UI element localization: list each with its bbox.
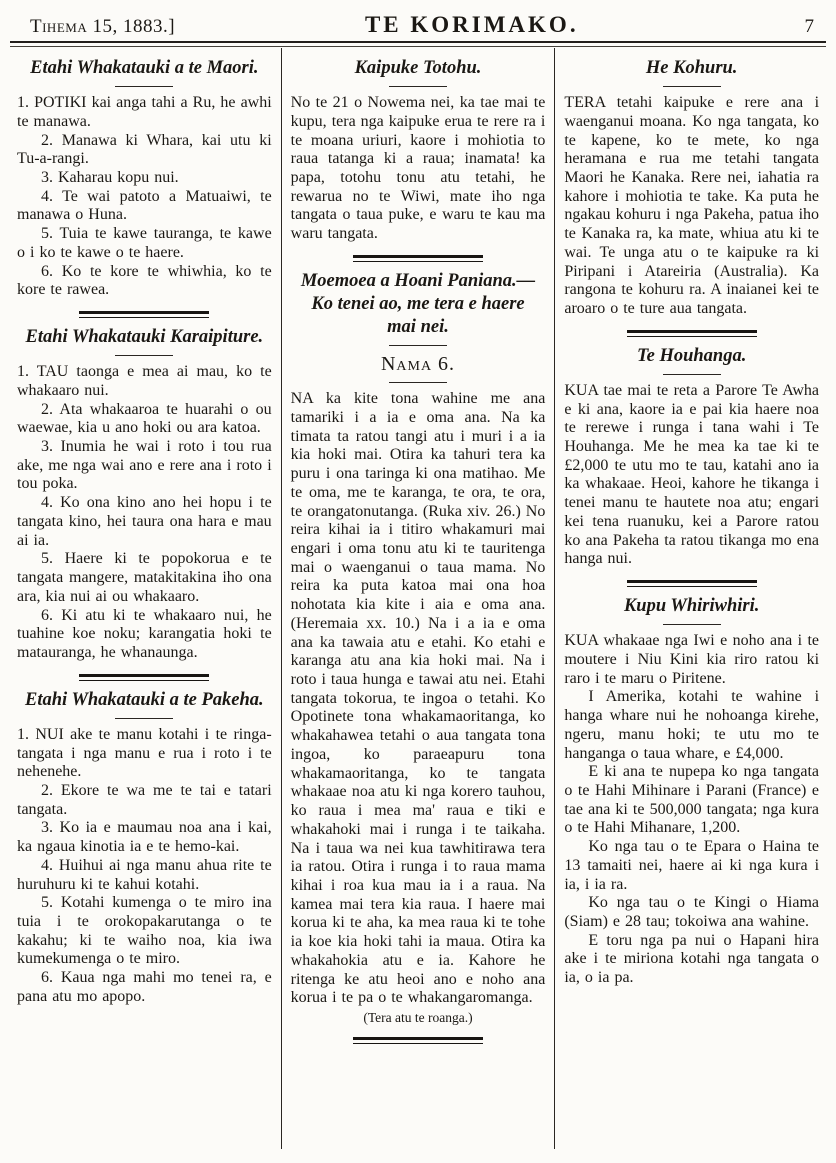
page-header <box>8 4 828 41</box>
article-divider <box>627 580 757 587</box>
heading-rule <box>663 624 721 625</box>
article-divider <box>79 311 209 318</box>
heading-rule <box>663 374 721 375</box>
article-paragraph: E toru nga pa nui o Hapani hira ake i te miriona kotahi nga tangata o ia, o ia pa. <box>564 931 820 987</box>
article-paragraph: 5. Tuia te kawe tauranga, te kawe o i ko te kawe o te haere. <box>17 225 272 261</box>
article-footer: (Tera atu te roanga.) <box>363 1009 473 1025</box>
column-3 <box>555 47 828 1149</box>
article-heading: Etahi Whakatauki Karaipiture. <box>25 327 264 348</box>
article-paragraph: 5. Haere ki te popokorua e te tangata mangere, matakitakina iho ona ara, kia nui ai ou whakaaro. <box>17 550 272 605</box>
article-heading: Kaipuke Totohu. <box>354 58 482 78</box>
heading-rule <box>115 86 173 87</box>
heading-rule <box>663 86 721 87</box>
heading-rule <box>115 718 173 719</box>
heading-rule <box>389 86 447 87</box>
article-paragraph: KUA whakaae nga Iwi e noho ana i te moutere i Niu Kini kia riro ratou ki raro i te maru o Piritene. <box>564 632 820 687</box>
article-paragraph: 4. Huihui ai nga manu ahua rite te huruhuru ki te kahui kotahi. <box>17 856 272 893</box>
article-paragraph: NA ka kite tona wahine me ana tamariki i a ia e oma ana. Na ka timata ta ratou tangi atu i muri i a ia kia hoki mai. Otira ka tahuri tera ka puru i ona taringa ki ona matihao. Me te oma, me te karanga, te ora, te ora, te orangatonutanga. (Ruka xiv. 26.) No reira kihai ia i titiro whakamuri mai engari i oma tonu atu ki te tauritenga mai o waenganui o taua mama. No reira ka puta katoa mai ona hoa nohotata kia kite i aia e oma ana. (Heremaia xx. 10.) Na i a ia e oma ana ka tawaia atu e etahi. Ko etahi e karanga atu ana kia hoki mai. Na i roto i taua hunga e tawai atu nei. Etahi tangata tokorua, te ingoa o tetahi. Ko Opotinete tona whakamaoritanga, ko whakahawea tetahi o aua tangata tona ingoa, ko paraeapuru tona whakamaoritanga, ko te tangata whakaae noa atu ki nga korero tauhou, ko raua i mea ma' raua e tiki e whakahoki mai i runga i te taikaha. Na i taua wa nei kua tawhitirawa tera ia ratou. Otira i runga i to raua mama kihai i roa kua mau ia i a raua. Na kamea mai tera kia raua. I haere mai korua ki te aha, ka mea raua ki te tohe ia koe kia hoki tahi ia maua. Otira ka whakahokia atu e ia. Kahore he ritenga ke atu heoi ano e noho ana korua i te pa o te whakangaromanga. <box>290 390 546 1007</box>
article-paragraph: 2. Ata whakaaroa te huarahi o ou waewae, kia u ano hoki ou ara katoa. <box>17 400 272 437</box>
article-heading: Etahi Whakatauki a te Pakeha. <box>25 689 264 710</box>
article-paragraph: 5. Kotahi kumenga o te miro ina tuia i te orokopakarutanga o te kakahu; ki te waiho noa, kia iwa kumekumenga o te miro. <box>17 894 272 968</box>
article-paragraph: 2. Ekore te wa me te tai e tatari tangata. <box>17 781 272 818</box>
article-heading: Te Houhanga. <box>637 345 747 366</box>
article-heading: He Kohuru. <box>645 58 738 78</box>
article-paragraph: TERA tetahi kaipuke e rere ana i waenganui moana. Ko nga tangata, ko te kapene, ko te mete, ko nga heramana e rua me tetahi tangata Maori he Kanaka. Rere nei, iahatia ra kahore i mohiotia te take. Ka puta he ngakau kohuru i nga Pakeha, patua iho te Kanaka ra, ka mate, whiua atu ki te wai. Te unga atu o te kaipuke ra ki Piripani i Atareiria (Australia). Ka rangona te kohuru ra. A inaianei kei te aroaro o te ture aua tangata. <box>564 94 820 318</box>
article-paragraph: 1. NUI ake te manu kotahi i te ringa-tangata i nga manu e rua i roto i te nehenehe. <box>17 725 272 781</box>
article-paragraph: 4. Ko ona kino ano hei hopu i te tangata kino, hei taura ona hara e mau ai ia. <box>17 494 272 549</box>
column-1 <box>8 47 281 1149</box>
article-paragraph: 6. Ki atu ki te whakaaro nui, he tuahine koe noku; karangatia hoki te matauranga, he whanaunga. <box>17 606 272 661</box>
article-paragraph: Ko nga tau o te Epara o Haina te 13 tamaiti nei, haere ai ki nga kura i ia, i ia ra. <box>564 838 820 893</box>
article-paragraph: 3. Kaharau kopu nui. <box>41 169 179 186</box>
article-paragraph: 3. Ko ia e maumau noa ana i kai, ka ngaua kinotia ia e te hemo-kai. <box>17 819 272 856</box>
column-2 <box>282 47 555 1149</box>
article-paragraph: 3. Inumia he wai i roto i tou rua ake, me nga wai ano e rere ana i roto i tou poka. <box>17 438 272 493</box>
issue-date: Tihema 15, 1883.] <box>30 16 176 37</box>
article-subheading: Nama 6. <box>380 353 456 376</box>
article-paragraph: 2. Manawa ki Whara, kai utu ki Tu-a-rangi. <box>17 131 272 168</box>
article-paragraph: 6. Kaua nga mahi mo tenei ra, e pana atu mo apopo. <box>17 969 272 1005</box>
article-paragraph: 4. Te wai patoto a Matuaiwi, te manawa o Huna. <box>17 187 272 224</box>
page-number: 7 <box>804 16 814 37</box>
article-divider <box>353 1037 483 1044</box>
article-paragraph: Ko nga tau o te Kingi o Hiama (Siam) e 28 tau; tokoiwa ana wahine. <box>564 894 820 930</box>
heading-rule <box>389 382 447 383</box>
heading-rule <box>115 355 173 356</box>
article-divider <box>353 255 483 262</box>
article-paragraph: I Amerika, kotahi te wahine i hanga whare nui he nohoanga kirehe, ngeru, manu hoki; te utu mo te hanganga o taua whare, e £4,000. <box>564 688 820 762</box>
article-paragraph: E ki ana te nupepa ko nga tangata o te Hahi Mihinare i Parani (France) e tae ana ki te 500,000 tangata; nga kura o te Hahi Mihanare, 1,200. <box>564 763 820 837</box>
heading-rule <box>389 345 447 346</box>
article-paragraph: 6. Ko te kore te whiwhia, ko te kore te rawea. <box>17 262 272 299</box>
columns-container <box>8 47 828 1149</box>
article-paragraph: KUA tae mai te reta a Parore Te Awha e ki ana, kaore ia e pai kia haere noa te rerewe i runga i tana wahi i Te Houhanga. Me he mea ka tae ki te £2,000 te utu mo te tau, katahi ano ia ka whakaae. Heoi, kahore he tikanga i tenei manu te hautete noa atu; engari kei tena ruanuku, kei a Parore ratou ko ana Pakeha ta ratou tikanga mo ena hanga nui. <box>564 381 820 568</box>
newspaper-masthead: TE KORIMAKO. <box>364 12 579 37</box>
article-paragraph: 1. TAU taonga e mea ai mau, ko te whakaaro nui. <box>17 363 272 399</box>
article-paragraph: No te 21 o Nowema nei, ka tae mai te kupu, tera nga kaipuke erua te rere ra i te moana uriuri, kaore i mohiotia to raua tatanga ki a raua; inamata! ka papa, totohu tonu atu tetahi, he rewarua no te Wiwi, mate iho nga tangata o taua puke, e waru te kau ma waru tangata. <box>290 94 546 243</box>
article-divider <box>627 330 757 337</box>
article-heading: Kupu Whiriwhiri. <box>623 596 760 617</box>
article-heading: Etahi Whakatauki a te Maori. <box>30 58 259 78</box>
article-heading: Moemoea a Hoani Paniana.— Ko tenei ao, me tera e haere mai nei. <box>300 270 536 338</box>
article-divider <box>79 674 209 681</box>
article-paragraph: 1. POTIKI kai anga tahi a Ru, he awhi te manawa. <box>17 94 272 130</box>
